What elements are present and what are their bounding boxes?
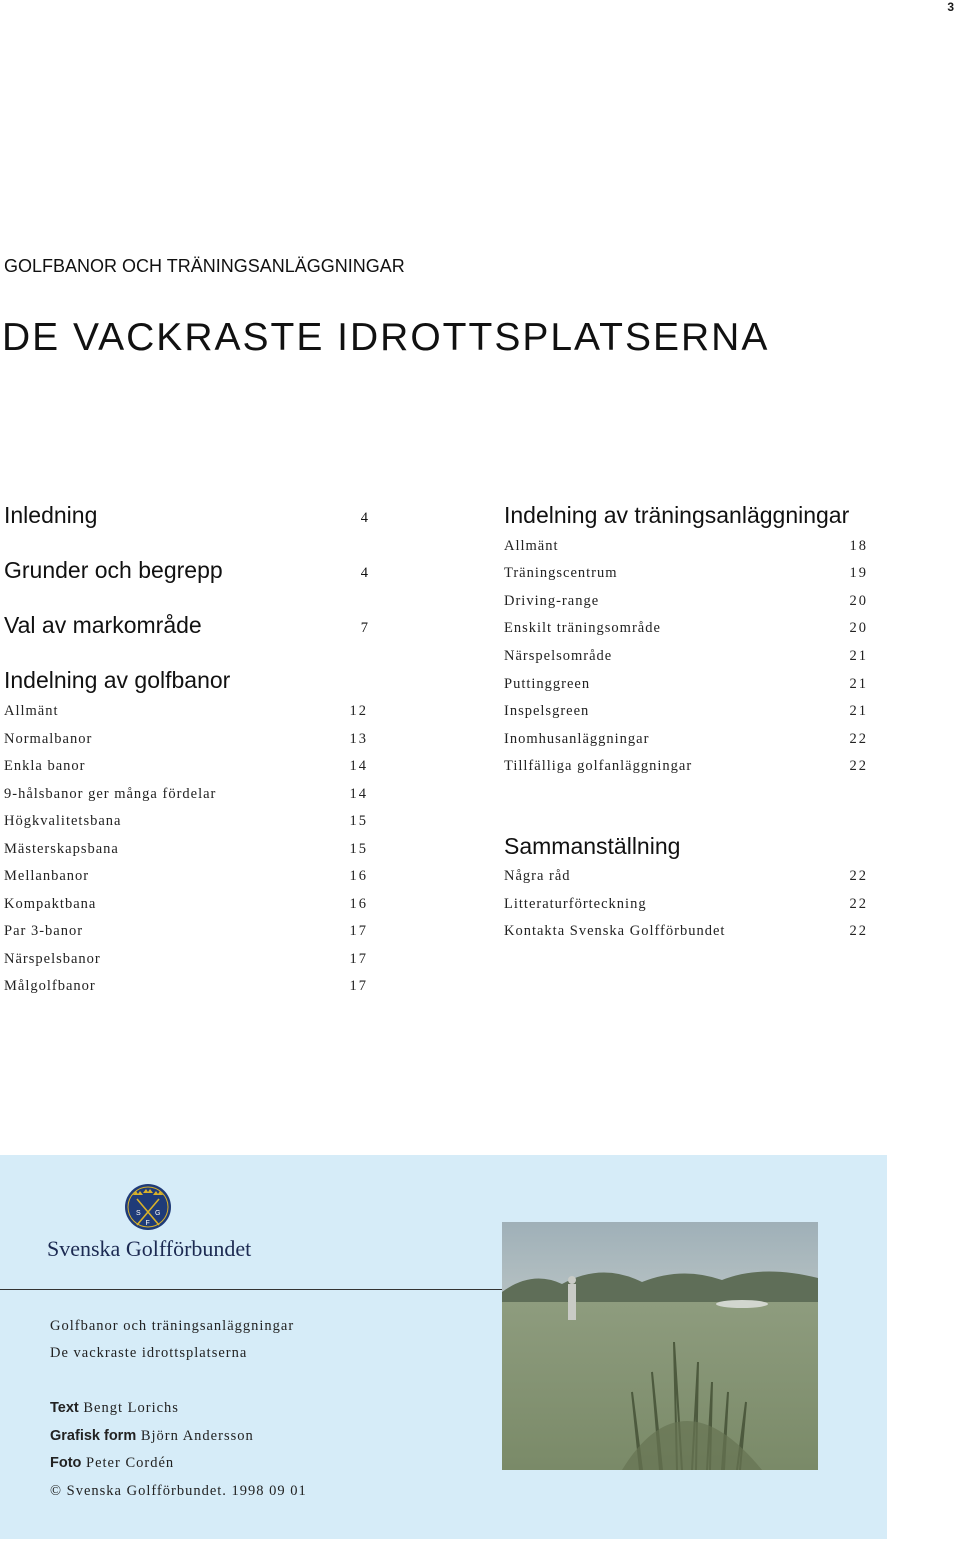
credit-label: Text [50,1400,79,1416]
credit-value: Bengt Lorichs [83,1400,179,1416]
toc-item-label: Målgolfbanor [4,978,96,994]
toc-section-heading [4,667,368,693]
emblem-letter: G [155,1210,161,1217]
toc-item [4,813,368,839]
divider [0,1289,502,1290]
toc-page-number: 15 [349,813,368,829]
toc-item-label: Tillfälliga golfanläggningar [504,758,693,774]
toc-item [4,758,368,784]
toc-page-number: 22 [849,868,868,884]
toc-item-label: Normalbanor [4,731,93,747]
toc-page-number: 17 [349,978,368,994]
toc-item [504,868,868,894]
emblem-letter: S [136,1210,141,1217]
toc-item-label: Närspelsområde [504,648,613,664]
photo-bunker [716,1300,768,1308]
toc-item-label: Par 3-banor [4,923,84,939]
toc-page-number: 20 [849,620,868,636]
toc-section-label: Sammanställning [504,833,681,859]
toc-page-number: 16 [349,896,368,912]
toc-page-number: 14 [349,758,368,774]
credit-photo [50,1455,174,1472]
toc-item [504,703,868,729]
document-title: DE VACKRASTE IDROTTSPLATSERNA [2,316,770,359]
toc-heading [4,557,368,583]
toc-item [504,620,868,646]
photo-golfer [568,1284,576,1320]
toc-page-number: 22 [849,758,868,774]
toc-item-label: Puttinggreen [504,676,591,692]
toc-page-number: 4 [360,510,368,526]
credit-title: Golfbanor och träningsanläggningar [50,1318,295,1334]
toc-item-label: Mästerskapsbana [4,841,119,857]
emblem-letter: F [145,1220,150,1227]
toc-item-label: 9-hålsbanor ger många fördelar [4,786,217,802]
toc-item [504,731,868,757]
toc-item [4,896,368,922]
toc-heading-label: Inledning [4,502,98,528]
toc-item [4,951,368,977]
credit-value: Björn Andersson [140,1428,254,1444]
toc-page-number: 21 [849,648,868,664]
toc-section-heading [504,833,868,859]
toc-item [4,841,368,867]
toc-item-label: Träningscentrum [504,565,618,581]
toc-page-number: 21 [849,676,868,692]
toc-page-number: 17 [349,951,368,967]
copyright: © Svenska Golfförbundet. 1998 09 01 [50,1483,307,1499]
page-number: 3 [947,0,954,14]
toc-page-number: 13 [349,731,368,747]
toc-heading-label: Grunder och begrepp [4,557,223,583]
toc-item [504,565,868,591]
toc-item [4,868,368,894]
logo-wordmark: Svenska Golfförbundet [47,1236,252,1261]
credit-label: Foto [50,1455,82,1471]
toc-heading [4,612,368,638]
toc-page-number: 16 [349,868,368,884]
credit-value: Peter Cordén [86,1455,175,1471]
toc-item [4,786,368,812]
toc-item [504,896,868,922]
toc-item-label: Enskilt träningsområde [504,620,661,636]
toc-page-number: 15 [349,841,368,857]
credit-text [50,1400,179,1417]
credit-design [50,1428,254,1445]
toc-item-label: Driving-range [504,593,600,609]
credit-label: Grafisk form [50,1428,137,1444]
toc-page-number: 22 [849,731,868,747]
toc-page-number: 22 [849,923,868,939]
credit-subtitle: De vackraste idrottsplatserna [50,1345,248,1361]
toc-page-number: 4 [360,565,368,581]
golf-federation-emblem-icon [124,1183,172,1231]
toc-item [504,593,868,619]
toc-heading-label: Val av markområde [4,612,202,638]
toc-page-number: 12 [349,703,368,719]
toc-section-label: Indelning av golfbanor [4,667,231,693]
golf-course-photo [502,1222,818,1470]
toc-page-number: 18 [849,538,868,554]
toc-page-number: 14 [349,786,368,802]
toc-item-label: Litteraturförteckning [504,896,647,912]
toc-item-label: Kompaktbana [4,896,97,912]
document-supertitle: GOLFBANOR OCH TRÄNINGSANLÄGGNINGAR [4,256,405,276]
toc-page-number: 7 [360,620,368,636]
toc-item [4,703,368,729]
toc-item-label: Några råd [504,868,571,884]
toc-section-heading [504,502,884,528]
toc-item [4,731,368,757]
toc-heading [4,502,368,528]
toc-item [504,538,868,564]
toc-item [4,978,368,1004]
photo-golfer-head [568,1276,576,1284]
toc-item-label: Enkla banor [4,758,86,774]
toc-item [504,676,868,702]
toc-item-label: Mellanbanor [4,868,90,884]
toc-item-label: Inspelsgreen [504,703,590,719]
toc-item-label: Allmänt [504,538,559,554]
toc-section-label: Indelning av träningsanläggningar [504,502,850,528]
toc-page-number: 17 [349,923,368,939]
toc-page-number: 19 [849,565,868,581]
toc-page-number: 22 [849,896,868,912]
toc-item-label: Kontakta Svenska Golfförbundet [504,923,726,939]
toc-item [504,648,868,674]
toc-page-number: 21 [849,703,868,719]
toc-item-label: Närspelsbanor [4,951,101,967]
toc-item-label: Inomhusanläggningar [504,731,650,747]
toc-item [504,923,868,949]
toc-item-label: Högkvalitetsbana [4,813,122,829]
toc-page-number: 20 [849,593,868,609]
toc-item [504,758,868,784]
toc-item-label: Allmänt [4,703,59,719]
toc-item [4,923,368,949]
